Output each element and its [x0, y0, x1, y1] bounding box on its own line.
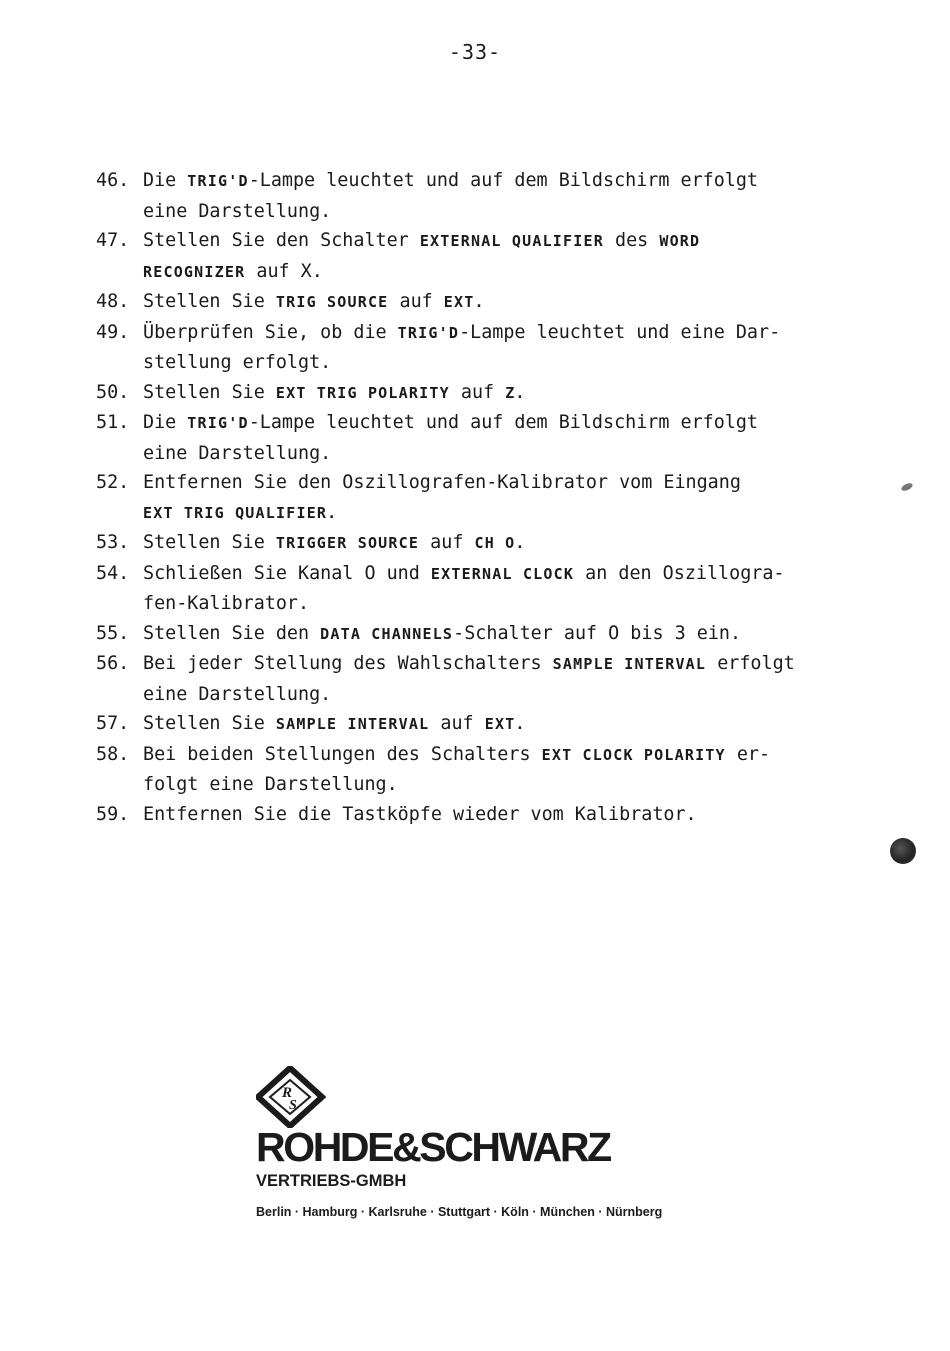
company-name: ROHDE&SCHWARZ: [256, 1124, 610, 1170]
control-label: EXT.: [484, 715, 526, 733]
step-line: [143, 740, 876, 771]
step-line: [143, 257, 876, 288]
step-text: Schließen Sie Kanal O und: [143, 562, 431, 584]
step-text: eine Darstellung.: [143, 683, 332, 705]
svg-text:S: S: [289, 1098, 297, 1113]
step-line: [143, 378, 876, 409]
step-line: [143, 348, 876, 378]
step-48: [96, 287, 876, 318]
company-logo-block: [256, 1066, 696, 1219]
step-text: Stellen Sie: [143, 291, 276, 312]
step-line: [143, 528, 876, 559]
control-label: TRIG'D: [187, 414, 249, 432]
step-text: Stellen Sie: [143, 381, 276, 403]
step-text: Stellen Sie: [143, 713, 276, 734]
step-text: Entfernen Sie den Oszillografen-Kalibrator vom Eingang: [143, 472, 741, 493]
scan-speck: [900, 482, 913, 493]
control-label: SAMPLE INTERVAL: [275, 715, 430, 733]
control-label: EXT CLOCK POLARITY: [541, 745, 726, 764]
step-text: -Lampe leuchtet und eine Dar-: [459, 321, 781, 343]
step-line: [143, 439, 876, 469]
step-text: auf: [449, 381, 506, 403]
step-56: [96, 649, 876, 709]
control-label: DATA CHANNELS: [320, 624, 454, 643]
step-50: [96, 378, 876, 409]
step-text: -Lampe leuchtet und auf dem Bildschirm erfolgt: [248, 412, 759, 433]
step-text: stellung erfolgt.: [143, 352, 332, 373]
step-number: 58.: [96, 743, 130, 765]
scan-speck: [890, 838, 916, 864]
step-line: [143, 559, 876, 590]
step-number: 59.: [96, 803, 130, 825]
control-label: EXT.: [443, 293, 485, 311]
step-55: [96, 619, 876, 650]
control-label: EXTERNAL QUALIFIER: [419, 232, 604, 250]
step-text: auf: [429, 713, 485, 734]
step-line: [143, 197, 876, 227]
step-text: eine Darstellung.: [143, 200, 332, 222]
step-text: auf: [419, 532, 475, 553]
step-line: [143, 649, 876, 680]
step-text: Bei beiden Stellungen des Schalters: [143, 743, 542, 765]
step-text: Die: [143, 412, 188, 433]
rohde-schwarz-diamond-icon: [256, 1066, 326, 1128]
step-number: 47.: [96, 230, 130, 251]
step-text: des: [603, 230, 660, 251]
page-number: -33-: [448, 40, 502, 64]
step-line: [143, 800, 876, 830]
control-label: CH O.: [474, 534, 526, 552]
step-number: 46.: [96, 170, 130, 191]
step-text: -Lampe leuchtet und auf dem Bildschirm erfolgt: [248, 170, 759, 191]
step-number: 50.: [96, 381, 130, 403]
control-label: TRIG'D: [397, 323, 460, 342]
step-number: 53.: [96, 532, 130, 553]
step-number: 49.: [96, 321, 130, 343]
svg-text:R: R: [282, 1085, 293, 1101]
control-label: RECOGNIZER: [143, 262, 246, 281]
step-text: -Schalter auf O bis 3 ein.: [453, 622, 742, 644]
procedure-steps-list: [96, 166, 876, 829]
office-locations: Berlin · Hamburg · Karlsruhe · Stuttgart · Köln · München · Nürnberg: [256, 1205, 663, 1219]
step-text: eine Darstellung.: [143, 442, 332, 464]
step-line: [143, 680, 876, 710]
step-text: Stellen Sie den: [143, 622, 321, 644]
step-line: [143, 287, 876, 318]
step-text: Stellen Sie den Schalter: [143, 230, 420, 251]
step-number: 48.: [96, 291, 130, 312]
step-text: auf X.: [245, 260, 323, 282]
step-line: [143, 408, 876, 439]
step-number: 56.: [96, 653, 130, 674]
step-number: 52.: [96, 472, 130, 493]
step-47: [96, 226, 876, 287]
control-label: EXTERNAL CLOCK: [430, 564, 575, 583]
step-number: 54.: [96, 562, 130, 584]
step-number: 55.: [96, 622, 130, 644]
control-label: EXT TRIG POLARITY: [275, 383, 450, 402]
step-46: [96, 166, 876, 226]
step-57: [96, 709, 876, 740]
control-label: TRIGGER SOURCE: [275, 534, 420, 552]
step-line: [143, 770, 876, 800]
step-text: erfolgt: [706, 653, 795, 674]
step-line: [143, 226, 876, 257]
step-text: an den Oszillogra-: [574, 562, 785, 584]
control-label: TRIG SOURCE: [275, 293, 389, 311]
control-label: TRIG'D: [187, 172, 249, 190]
step-59: [96, 800, 876, 830]
step-line: [143, 589, 876, 619]
step-line: [143, 468, 876, 498]
step-number: 51.: [96, 412, 130, 433]
step-line: [143, 619, 876, 650]
step-58: [96, 740, 876, 800]
step-line: [143, 166, 876, 197]
control-label: WORD: [659, 232, 701, 250]
step-text: Stellen Sie: [143, 532, 276, 553]
control-label: EXT TRIG QUALIFIER.: [143, 503, 338, 522]
step-54: [96, 559, 876, 619]
step-text: Bei jeder Stellung des Wahlschalters: [143, 653, 553, 674]
control-label: SAMPLE INTERVAL: [552, 655, 707, 673]
step-51: [96, 408, 876, 468]
step-text: folgt eine Darstellung.: [143, 774, 398, 795]
step-text: Die: [143, 170, 188, 191]
step-53: [96, 528, 876, 559]
step-text: er-: [725, 743, 771, 765]
step-text: Entfernen Sie die Tastköpfe wieder vom Kalibrator.: [143, 803, 697, 825]
step-number: 57.: [96, 713, 130, 734]
step-text: Überprüfen Sie, ob die: [143, 321, 398, 343]
step-text: fen-Kalibrator.: [143, 593, 310, 614]
step-line: [143, 498, 876, 529]
step-52: [96, 468, 876, 528]
step-49: [96, 318, 876, 378]
step-line: [143, 709, 876, 740]
company-division: VERTRIEBS-GMBH: [256, 1172, 407, 1190]
step-line: [143, 318, 876, 349]
control-label: Z.: [505, 383, 526, 402]
step-text: auf: [388, 291, 444, 312]
